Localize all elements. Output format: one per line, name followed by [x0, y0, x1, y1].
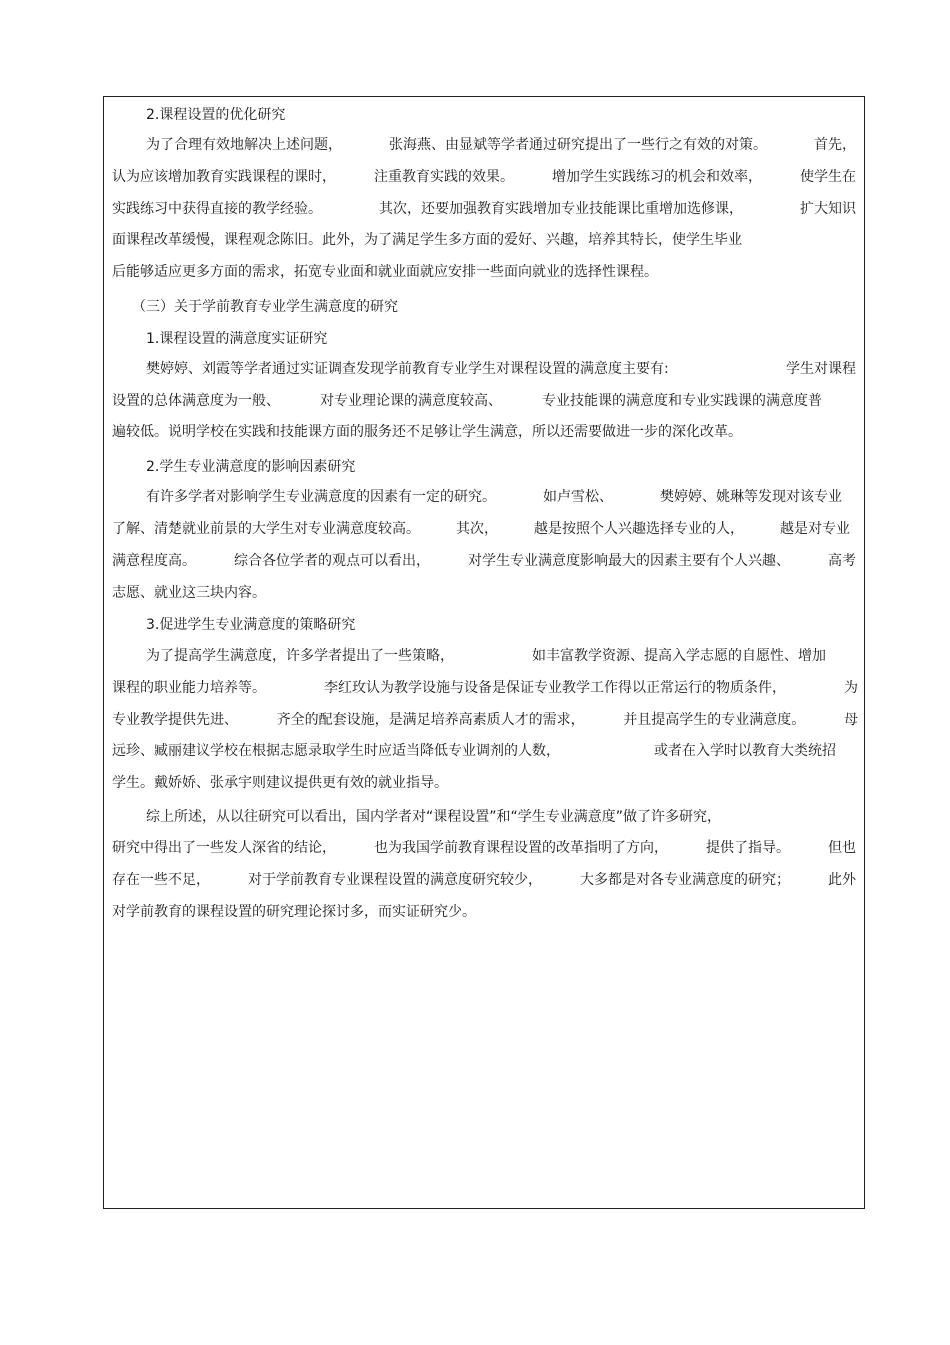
paragraph-line — [112, 166, 856, 188]
text-fragment: 扩大知识 — [800, 201, 856, 217]
text-fragment: 此外 — [828, 872, 856, 888]
text-fragment: 有许多学者对影响学生专业满意度的因素有一定的研究。 — [146, 489, 496, 505]
paragraph-line — [112, 837, 856, 859]
text-fragment: 研究中得出了一些发人深省的结论， — [112, 840, 336, 856]
text-fragment: 对学前教育的课程设置的研究理论探讨多，而实证研究少。 — [112, 904, 476, 920]
text-fragment: 其次， — [456, 521, 498, 537]
text-fragment: 首先， — [814, 137, 856, 153]
text-fragment: 远珍、臧丽建议学校在根据志愿录取学生时应适当降低专业调剂的人数， — [112, 743, 560, 759]
paragraph-line — [112, 582, 856, 604]
section-heading-influencing-factors: 2.学生专业满意度的影响因素研究 — [146, 459, 356, 475]
paragraph-line — [112, 261, 856, 283]
text-fragment: 齐全的配套设施，是满足培养高素质人才的需求， — [276, 712, 585, 728]
text-fragment: 注重教育实践的效果。 — [374, 169, 514, 185]
text-fragment: 实践练习中获得直接的教学经验。 — [112, 201, 322, 217]
paragraph-line — [146, 806, 856, 828]
text-fragment: 但也 — [828, 840, 856, 856]
text-fragment: 对学生专业满意度影响最大的因素主要有个人兴趣、 — [468, 553, 790, 569]
text-fragment: 存在一些不足， — [112, 872, 210, 888]
text-fragment: 使学生在 — [800, 169, 856, 185]
text-fragment: 学生对课程 — [786, 361, 856, 377]
text-fragment: 提供了指导。 — [706, 840, 790, 856]
text-fragment: 大多都是对各专业满意度的研究； — [580, 872, 790, 888]
text-fragment: 对专业理论课的满意度较高、 — [320, 393, 502, 409]
text-fragment: 志愿、就业这三块内容。 — [112, 585, 266, 601]
paragraph-line — [112, 709, 858, 731]
text-fragment: 遍较低。说明学校在实践和技能课方面的服务还不足够让学生满意，所以还需要做进一步的深化改革。 — [112, 424, 742, 440]
text-fragment: 樊婷婷、刘霞等学者通过实证调查发现学前教育专业学生对课程设置的满意度主要有: — [146, 361, 669, 377]
text-fragment: 越是按照个人兴趣选择专业的人， — [534, 521, 744, 537]
section-heading-curriculum-optimization: 2.课程设置的优化研究 — [146, 107, 286, 123]
text-fragment: 综上所述，从以往研究可以看出，国内学者对“课程设置”和“学生专业满意度”做了许多研究， — [146, 809, 722, 825]
text-fragment: 越是对专业 — [780, 521, 850, 537]
paragraph-line — [112, 740, 836, 762]
text-fragment: 为了合理有效地解决上述问题， — [146, 137, 342, 153]
text-fragment: 母 — [843, 712, 858, 728]
text-fragment: 也为我国学前教育课程设置的改革指明了方向， — [374, 840, 668, 856]
paragraph-line — [146, 358, 856, 380]
paragraph-line — [146, 486, 842, 508]
paragraph-line — [112, 518, 850, 540]
text-fragment: 李红玫认为教学设施与设备是保证专业教学工作得以正常运行的物质条件， — [324, 680, 786, 696]
text-fragment: 专业技能课的满意度和专业实践课的满意度普 — [542, 393, 822, 409]
text-fragment: 面课程改革缓慢，课程观念陈旧。此外，为了满足学生多方面的爱好、兴趣，培养其特长，使学生毕业 — [112, 232, 742, 248]
text-fragment: 增加学生实践练习的机会和效率， — [552, 169, 762, 185]
paragraph-line — [112, 198, 856, 220]
paragraph-line — [112, 772, 856, 794]
text-fragment: 如丰富教学资源、提高入学志愿的自愿性、增加 — [532, 648, 826, 664]
paragraph-line — [112, 390, 822, 412]
text-fragment: 樊婷婷、姚琳等发现对该专业 — [660, 489, 842, 505]
text-fragment: 高考 — [828, 553, 856, 569]
text-fragment: 后能够适应更多方面的需求，拓宽专业面和就业面就应安排一些面向就业的选择性课程。 — [112, 264, 658, 280]
text-fragment: 张海燕、由显斌等学者通过研究提出了一些行之有效的对策。 — [389, 137, 767, 153]
paragraph-line — [112, 550, 856, 572]
text-fragment: 对于学前教育专业课程设置的满意度研究较少， — [248, 872, 542, 888]
paragraph-line — [146, 134, 856, 156]
text-fragment: 认为应该增加教育实践课程的课时， — [112, 169, 336, 185]
section-heading-strategy-research: 3.促进学生专业满意度的策略研究 — [146, 617, 356, 633]
paragraph-line — [112, 421, 856, 443]
text-fragment: 专业教学提供先进、 — [112, 712, 238, 728]
text-fragment: 课程的职业能力培养等。 — [112, 680, 266, 696]
text-fragment: 如卢雪松、 — [543, 489, 613, 505]
paragraph-line — [146, 645, 826, 667]
text-fragment: 了解、清楚就业前景的大学生对专业满意度较高。 — [112, 521, 420, 537]
text-fragment: 其次，还要加强教育实践增加专业技能课比重增加选修课， — [379, 201, 743, 217]
text-fragment: 为了提高学生满意度，许多学者提出了一些策略， — [146, 648, 454, 664]
paragraph-line — [112, 869, 856, 891]
text-fragment: 综合各位学者的观点可以看出， — [234, 553, 430, 569]
text-fragment: 或者在入学时以教育大类统招 — [654, 743, 836, 759]
section-heading-empirical-study: 1.课程设置的满意度实证研究 — [146, 331, 328, 347]
text-fragment: 满意程度高。 — [112, 553, 196, 569]
paragraph-line — [112, 229, 856, 251]
paragraph-line — [112, 901, 856, 923]
section-heading-satisfaction-research: （三）关于学前教育专业学生满意度的研究 — [132, 299, 398, 315]
paragraph-line — [112, 677, 858, 699]
text-fragment: 设置的总体满意度为一般、 — [112, 393, 280, 409]
text-fragment: 为 — [844, 680, 858, 696]
text-fragment: 并且提高学生的专业满意度。 — [623, 712, 806, 728]
text-fragment: 学生。戴娇娇、张承宇则建议提供更有效的就业指导。 — [112, 775, 448, 791]
